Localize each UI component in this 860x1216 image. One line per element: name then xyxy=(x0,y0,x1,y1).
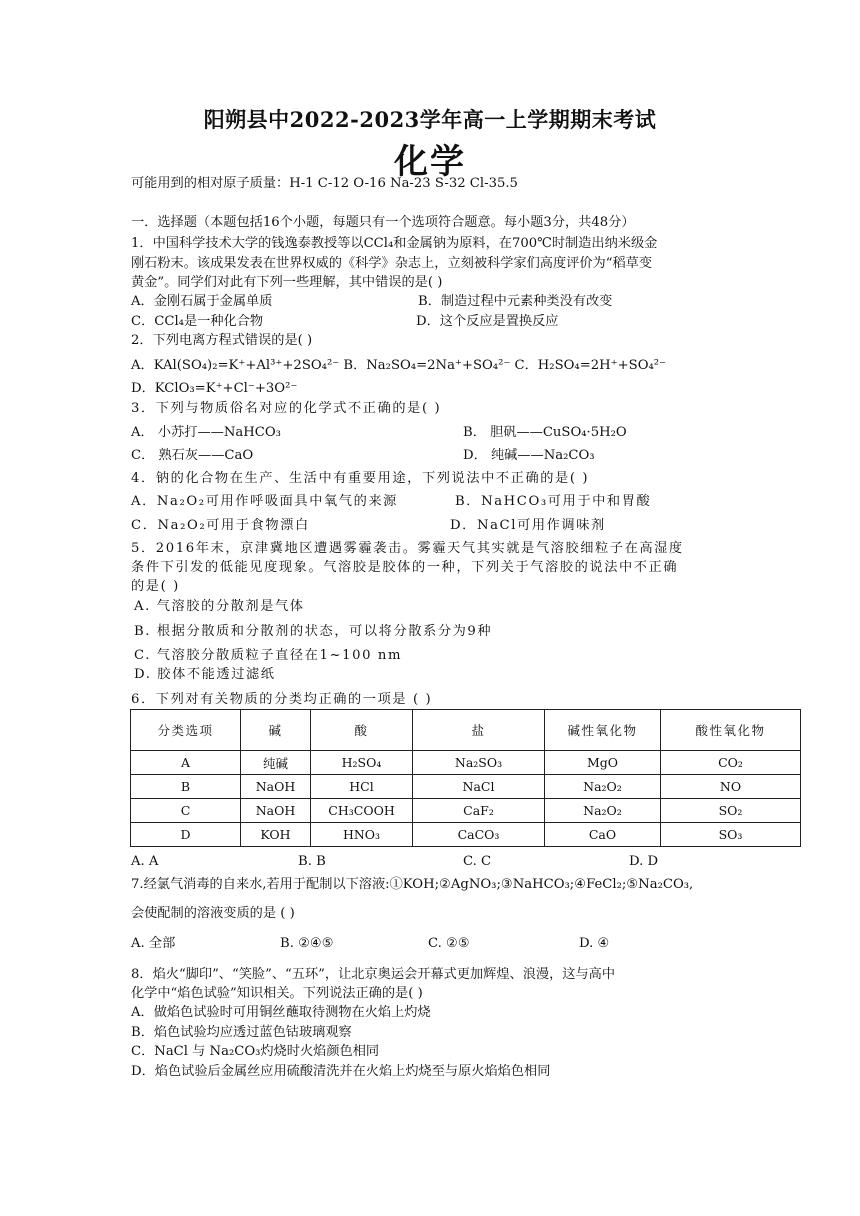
table-cell: MgO xyxy=(545,751,661,775)
table-cell: CaCO₃ xyxy=(413,823,545,847)
q8-option-b: B．焰色试验均应透过蓝色钴玻璃观察 xyxy=(131,1025,352,1040)
q3-option-a: A． 小苏打——NaHCO₃ xyxy=(131,425,281,440)
q7-line1: 7.经氯气消毒的自来水,若用于配制以下溶液:①KOH;②AgNO₃;③NaHCO₃;④FeCl₂;⑤Na₂CO₃, xyxy=(131,877,694,892)
q1-option-b: B．制造过程中元素种类没有改变 xyxy=(418,294,613,309)
table-cell: SO₂ xyxy=(661,799,801,823)
q4-option-d: D．NaCl可用作调味剂 xyxy=(450,518,606,533)
q3-stem: 3．下列与物质俗名对应的化学式不正确的是( ) xyxy=(131,401,442,416)
table-cell: NO xyxy=(661,775,801,799)
subject-title: 化学 xyxy=(394,142,466,182)
table-row xyxy=(131,799,801,823)
header-cell: 分类选项 xyxy=(131,710,241,751)
table-cell: H₂SO₄ xyxy=(311,751,413,775)
table-cell: Na₂SO₃ xyxy=(413,751,545,775)
q3-option-c: C． 熟石灰——CaO xyxy=(131,448,254,463)
q1-line3: 黄金”。同学们对此有下列一些理解，其中错误的是( ) xyxy=(131,275,443,290)
q4-option-c: C．Na₂O₂可用于食物漂白 xyxy=(131,518,310,533)
q6-option-a: A. A xyxy=(131,854,159,869)
exam-title: 阳朔县中2022-2023学年高一上学期期末考试 xyxy=(203,107,657,132)
classification-table xyxy=(130,709,801,847)
table-cell: NaCl xyxy=(413,775,545,799)
table-cell: CH₃COOH xyxy=(311,799,413,823)
q6-option-b: B. B xyxy=(298,854,326,869)
table-cell: NaOH xyxy=(241,799,311,823)
q5-line1: 5．2016年末，京津冀地区遭遇雾霾袭击。雾霾天气其实就是气溶胶细粒子在高湿度 xyxy=(131,541,684,556)
q5-option-a: A. 气溶胶的分散剂是气体 xyxy=(134,599,305,614)
header-cell: 碱性氧化物 xyxy=(545,710,661,751)
q7-option-a: A. 全部 xyxy=(131,936,176,951)
table-cell: B xyxy=(131,775,241,799)
table-cell: C xyxy=(131,799,241,823)
header-cell: 碱 xyxy=(241,710,311,751)
table-cell: Na₂O₂ xyxy=(545,799,661,823)
table-row xyxy=(131,775,801,799)
q3-option-b: B． 胆矾——CuSO₄·5H₂O xyxy=(463,425,627,440)
q6-option-d: D. D xyxy=(629,854,659,869)
table-header-row xyxy=(131,710,801,751)
q4-stem: 4．钠的化合物在生产、生活中有重要用途，下列说法中不正确的是( ) xyxy=(131,471,590,486)
header-cell: 酸 xyxy=(311,710,413,751)
q2-options-abc: A．KAl(SO₄)₂=K⁺+Al³⁺+2SO₄²⁻ B．Na₂SO₄=2Na⁺+SO₄²⁻ C．H₂SO₄=2H⁺+SO₄²⁻ xyxy=(131,358,667,373)
q3-option-d: D． 纯碱——Na₂CO₃ xyxy=(463,448,595,463)
q1-option-a: A．金刚石属于金属单质 xyxy=(131,294,273,309)
q7-option-c: C. ②⑤ xyxy=(428,936,470,951)
q5-option-d: D. 胶体不能透过滤纸 xyxy=(134,667,276,682)
header-cell: 酸性氧化物 xyxy=(661,710,801,751)
table-cell: D xyxy=(131,823,241,847)
table-cell: HCl xyxy=(311,775,413,799)
q6-option-c: C. C xyxy=(463,854,492,869)
q1-option-c: C．CCl₄是一种化合物 xyxy=(131,314,264,329)
q2-stem: 2．下列电离方程式错误的是( ) xyxy=(131,333,313,348)
table-row xyxy=(131,823,801,847)
table-cell: Na₂O₂ xyxy=(545,775,661,799)
q5-line2: 条件下引发的低能见度现象。气溶胶是胶体的一种，下列关于气溶胶的说法中不正确 xyxy=(131,560,679,575)
q5-line3: 的是( ) xyxy=(131,579,180,594)
q4-option-a: A．Na₂O₂可用作呼吸面具中氧气的来源 xyxy=(131,494,398,509)
q1-line2: 刚石粉末。该成果发表在世界权威的《科学》杂志上，立刻被科学家们高度评价为“稻草变 xyxy=(131,256,653,271)
table-row xyxy=(131,751,801,775)
q8-option-c: C．NaCl 与 Na₂CO₃灼烧时火焰颜色相同 xyxy=(131,1044,380,1059)
table-cell: SO₃ xyxy=(661,823,801,847)
q4-option-b: B．NaHCO₃可用于中和胃酸 xyxy=(455,494,652,509)
atomic-masses: 可能用到的相对原子质量：H-1 C-12 O-16 Na-23 S-32 Cl-35.5 xyxy=(131,176,518,191)
table-cell: CaO xyxy=(545,823,661,847)
q1-option-d: D．这个反应是置换反应 xyxy=(416,314,559,329)
q7-line2: 会使配制的溶液变质的是 ( ) xyxy=(131,906,295,921)
q5-option-b: B. 根据分散质和分散剂的状态，可以将分散系分为9种 xyxy=(134,624,493,639)
q5-option-c: C. 气溶胶分散质粒子直径在1~100 nm xyxy=(134,648,403,663)
table-cell: 纯碱 xyxy=(241,751,311,775)
table-cell: KOH xyxy=(241,823,311,847)
table-cell: A xyxy=(131,751,241,775)
q7-option-d: D. ④ xyxy=(579,936,610,951)
table-cell: HNO₃ xyxy=(311,823,413,847)
q8-line1: 8．焰火“脚印”、“笑脸”、“五环”，让北京奥运会开幕式更加辉煌、浪漫，这与高中 xyxy=(131,967,616,982)
q6-stem: 6．下列对有关物质的分类均正确的一项是 ( ) xyxy=(131,692,433,707)
table-cell: CaF₂ xyxy=(413,799,545,823)
table-cell: NaOH xyxy=(241,775,311,799)
q2-option-d: D．KClO₃=K⁺+Cl⁻+3O²⁻ xyxy=(131,381,298,396)
section-heading: 一．选择题（本题包括16个小题，每题只有一个选项符合题意。每小题3分，共48分） xyxy=(131,215,635,230)
q8-line2: 化学中“焰色试验”知识相关。下列说法正确的是( ) xyxy=(131,986,423,1001)
table-cell: CO₂ xyxy=(661,751,801,775)
q8-option-d: D．焰色试验后金属丝应用硫酸清洗并在火焰上灼烧至与原火焰焰色相同 xyxy=(131,1064,551,1079)
q1-line1: 1．中国科学技术大学的钱逸泰教授等以CCl₄和金属钠为原料，在700℃时制造出纳米级金 xyxy=(131,236,658,251)
header-cell: 盐 xyxy=(413,710,545,751)
q7-option-b: B. ②④⑤ xyxy=(280,936,334,951)
q8-option-a: A．做焰色试验时可用铜丝蘸取待测物在火焰上灼烧 xyxy=(131,1005,431,1020)
